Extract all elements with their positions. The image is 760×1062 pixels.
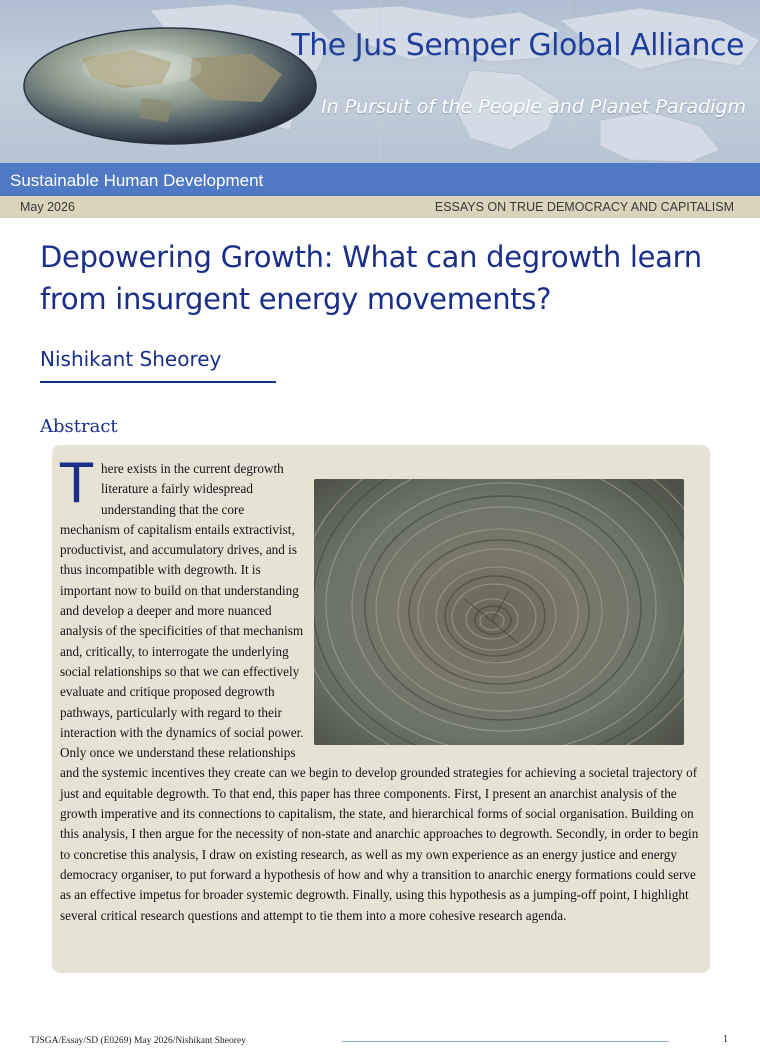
header-banner bbox=[0, 0, 760, 163]
meta-band bbox=[0, 196, 760, 218]
section-label: Sustainable Human Development bbox=[10, 171, 264, 190]
abstract-paragraph bbox=[60, 452, 702, 926]
globe-icon bbox=[22, 18, 332, 148]
page-number: 1 bbox=[723, 1034, 728, 1045]
org-name: The Jus Semper Global Alliance bbox=[291, 28, 744, 63]
abstract-heading: Abstract bbox=[40, 416, 118, 437]
series-label: ESSAYS ON TRUE DEMOCRACY AND CAPITALISM bbox=[434, 200, 734, 214]
abstract-body: here exists in the current degrowth literature a fairly widespread understanding that the core mechanism of capitalism entails extractivist, productivist, and accumulatory drives, and is thus incompatible with degrowth. It is important now to build on that understanding and develop a deeper and more nuanced analysis of the specificities of that mechanism and, critically, to interrogate the underlying social relationships so that we can effectively evaluate and critique proposed degrowth pathways, particularly with regard to their interaction with the dynamics of social power. Only once we understand these relationships and the systemic incentives they create can we begin to develop grounded strategies for achieving a societal trajectory of just and equitable degrowth. To that end, this paper has three components. First, I present an anarchist analysis of the growth imperative and its connections to capitalism, the state, and hierarchical forms of social organisation. Building on this analysis, I then argue for the necessity of non-state and anarchic approaches to degrowth. Secondly, in order to begin to concretise this analysis, I draw on existing research, as well as my own experience as an energy justice and energy democracy organiser, to put forward a hypothesis of how and why a transition to anarchic energy formations could serve as an effective impetus for broader systemic degrowth. Finally, using this hypothesis as a jumping-off point, I highlight several critical research questions and attempt to tie them into a more cohesive research agenda. bbox=[60, 461, 699, 923]
footer-divider bbox=[342, 1041, 669, 1042]
author-name: Nishikant Sheorey bbox=[40, 347, 222, 371]
publication-date: May 2026 bbox=[20, 200, 75, 214]
author-divider bbox=[40, 381, 276, 383]
abstract-box bbox=[52, 445, 710, 973]
tree-rings-image bbox=[314, 479, 684, 745]
article-title: Depowering Growth: What can degrowth learn from insurgent energy movements? bbox=[40, 240, 702, 316]
footer-citation: TJSGA/Essay/SD (E0269) May 2026/Nishikant Sheorey bbox=[30, 1036, 246, 1046]
section-band bbox=[0, 163, 760, 196]
drop-cap: T bbox=[60, 452, 93, 515]
tree-rings-graphic bbox=[314, 479, 684, 745]
tagline: In Pursuit of the People and Planet Paradigm bbox=[321, 96, 746, 118]
